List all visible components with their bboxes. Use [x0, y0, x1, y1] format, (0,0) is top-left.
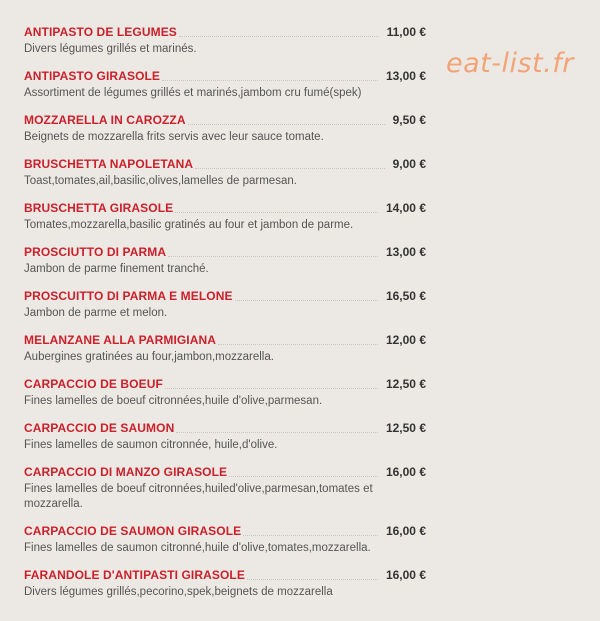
- dish-description: Aubergines gratinées au four,jambon,mozzarella.: [24, 351, 274, 363]
- dish-description: Divers légumes grillés et marinés.: [24, 43, 197, 55]
- menu-item-header: [24, 420, 426, 435]
- dot-leader: [235, 299, 378, 301]
- dish-name: CARPACCIO DE BOEUF: [24, 377, 163, 391]
- dish-name: BRUSCHETTA NAPOLETANA: [24, 157, 194, 171]
- menu-item: [24, 420, 426, 464]
- menu-item: [24, 376, 426, 420]
- dish-name: ANTIPASTO DE LEGUMES: [24, 25, 177, 39]
- menu-item: [24, 567, 426, 611]
- dish-price: 12,00 €: [385, 333, 426, 347]
- dot-leader: [176, 431, 378, 433]
- dish-price: 9,50 €: [392, 113, 426, 127]
- menu-item: [24, 68, 426, 112]
- dot-leader: [218, 343, 378, 345]
- dish-price: 13,00 €: [385, 69, 426, 83]
- dish-description: Tomates,mozzarella,basilic gratinés au four et jambon de parme.: [24, 219, 354, 231]
- menu-item: [24, 200, 426, 244]
- dish-price: 16,00 €: [385, 524, 426, 538]
- dish-description: Assortiment de légumes grillés et marinés,jambom cru fumé(spek): [24, 87, 362, 99]
- dish-description: Fines lamelles de boeuf citronnées,huile d'olive,parmesan.: [24, 395, 323, 407]
- dot-leader: [195, 167, 384, 169]
- dish-price: 11,00 €: [386, 25, 426, 39]
- dish-name: PROSCUITTO DI PARMA E MELONE: [24, 289, 233, 303]
- dish-description: Beignets de mozzarella frits servis avec leur sauce tomate.: [24, 131, 324, 143]
- dot-leader: [243, 534, 378, 536]
- dot-leader: [175, 211, 378, 213]
- menu-item: [24, 523, 426, 567]
- dish-description: Divers légumes grillés,pecorino,spek,beignets de mozzarella: [24, 586, 333, 598]
- dish-name: CARPACCIO DE SAUMON: [24, 421, 175, 435]
- watermark-text: eat-list.fr: [446, 48, 574, 79]
- dot-leader: [229, 475, 378, 477]
- menu-item: [24, 156, 426, 200]
- dot-leader: [247, 578, 378, 580]
- dot-leader: [165, 387, 378, 389]
- menu-item-header: [24, 332, 426, 347]
- dot-leader: [162, 79, 378, 81]
- dish-name: ANTIPASTO GIRASOLE: [24, 69, 161, 83]
- dish-price: 12,50 €: [385, 377, 426, 391]
- dish-description: Fines lamelles de saumon citronné,huile d'olive,tomates,mozzarella.: [24, 542, 371, 554]
- menu-item-header: [24, 567, 426, 582]
- menu-item: [24, 332, 426, 376]
- menu-item-header: [24, 464, 426, 479]
- dish-price: 9,00 €: [392, 157, 426, 171]
- menu-item-header: [24, 156, 426, 171]
- dish-price: 16,00 €: [385, 465, 426, 479]
- dish-name: FARANDOLE D'ANTIPASTI GIRASOLE: [24, 568, 245, 582]
- menu-item-header: [24, 200, 426, 215]
- dish-name: PROSCIUTTO DI PARMA: [24, 245, 167, 259]
- dish-description: Fines lamelles de boeuf citronnées,huiled'olive,parmesan,tomates et mozzarella.: [24, 483, 373, 510]
- menu-item: [24, 24, 426, 68]
- dish-price: 14,00 €: [385, 201, 426, 215]
- dish-price: 13,00 €: [385, 245, 426, 259]
- dish-name: CARPACCIO DI MANZO GIRASOLE: [24, 465, 228, 479]
- dish-price: 12,50 €: [385, 421, 426, 435]
- dish-description: Jambon de parme finement tranché.: [24, 263, 209, 275]
- dish-description: Toast,tomates,ail,basilic,olives,lamelles de parmesan.: [24, 175, 297, 187]
- dot-leader: [188, 123, 385, 125]
- dish-name: MELANZANE ALLA PARMIGIANA: [24, 333, 217, 347]
- menu-item-header: [24, 244, 426, 259]
- dish-description: Jambon de parme et melon.: [24, 307, 168, 319]
- menu-item-header: [24, 288, 426, 303]
- menu-item: [24, 464, 426, 523]
- menu-list: [24, 24, 426, 611]
- dish-description: Fines lamelles de saumon citronnée, huile,d'olive.: [24, 439, 278, 451]
- menu-item-header: [24, 376, 426, 391]
- menu-item: [24, 244, 426, 288]
- dish-name: BRUSCHETTA GIRASOLE: [24, 201, 174, 215]
- dot-leader: [168, 255, 378, 257]
- dish-name: CARPACCIO DE SAUMON GIRASOLE: [24, 524, 242, 538]
- dish-name: MOZZARELLA IN CAROZZA: [24, 113, 186, 127]
- dish-price: 16,00 €: [385, 568, 426, 582]
- menu-item-header: [24, 523, 426, 538]
- menu-item-header: [24, 24, 426, 39]
- menu-item-header: [24, 68, 426, 83]
- menu-item: [24, 288, 426, 332]
- dish-price: 16,50 €: [385, 289, 426, 303]
- menu-item-header: [24, 112, 426, 127]
- dot-leader: [179, 35, 379, 37]
- menu-item: [24, 112, 426, 156]
